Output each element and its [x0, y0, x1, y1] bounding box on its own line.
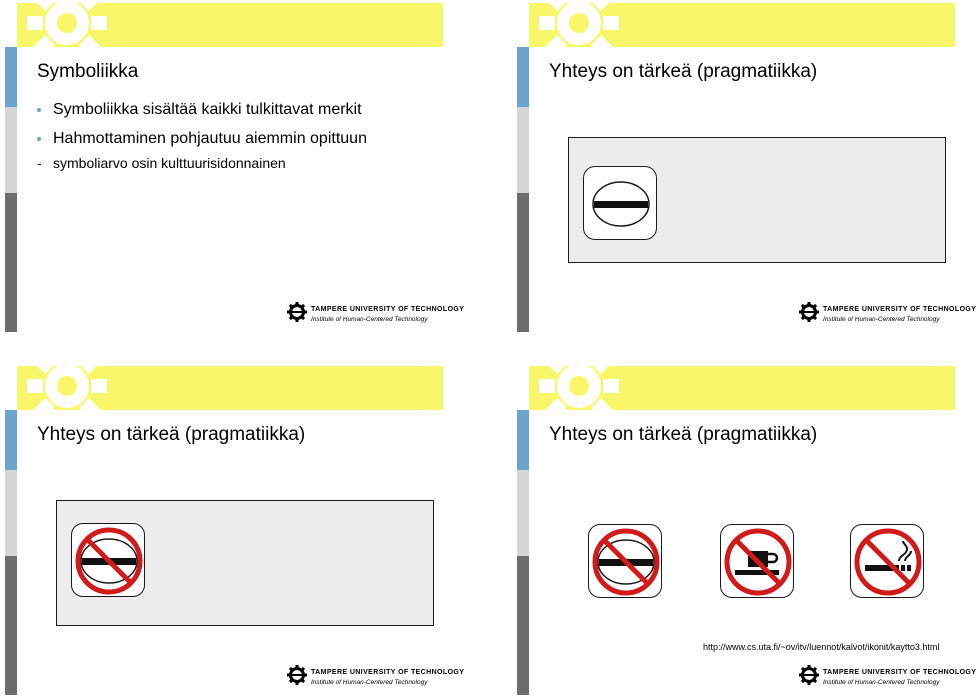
slide-title: Yhteys on tärkeä (pragmatiikka): [549, 424, 818, 445]
slide-footer: [799, 302, 976, 328]
institute-name: Institute of Human-Centered Technology: [823, 316, 940, 323]
slide-sidebar: [5, 3, 17, 332]
tut-logo-icon: [287, 302, 307, 322]
slide-symboliikka: [5, 3, 465, 332]
institute-name: Institute of Human-Centered Technology: [311, 316, 428, 323]
slide-title: Yhteys on tärkeä (pragmatiikka): [37, 424, 306, 445]
gear-icon: [27, 0, 107, 63]
slide-pragmatiikka-1: [517, 3, 976, 332]
slide-sidebar: [517, 3, 529, 332]
tut-logo-icon: [799, 665, 819, 685]
gear-icon: [27, 346, 107, 426]
university-name: TAMPERE UNIVERSITY OF TECHNOLOGY: [311, 306, 465, 313]
university-name: TAMPERE UNIVERSITY OF TECHNOLOGY: [823, 306, 976, 313]
institute-name: Institute of Human-Centered Technology: [311, 679, 428, 686]
no-smoking-sign-icon: [71, 523, 145, 597]
slide-topbar: [5, 366, 443, 410]
slide-footer: [287, 302, 465, 328]
slide-title: Symboliikka: [37, 61, 139, 82]
bullet-item: Hahmottaminen pohjautuu aiemmin opittuun: [37, 129, 427, 148]
gear-icon: [539, 346, 619, 426]
cigarette-sign-icon: [583, 166, 657, 240]
slide-pragmatiikka-2: [5, 366, 465, 695]
university-name: TAMPERE UNIVERSITY OF TECHNOLOGY: [823, 669, 976, 676]
tut-logo-icon: [287, 665, 307, 685]
slide-pragmatiikka-3: [517, 366, 976, 695]
slide-topbar: [5, 3, 443, 47]
sub-bullet-item: - symboliarvo osin kulttuurisidonnainen: [37, 155, 286, 171]
institute-name: Institute of Human-Centered Technology: [823, 679, 940, 686]
slide-sidebar: [517, 366, 529, 695]
sign-panel: [56, 500, 434, 626]
bullet-dot-icon: [37, 137, 41, 141]
university-name: TAMPERE UNIVERSITY OF TECHNOLOGY: [311, 669, 465, 676]
slide-footer: [799, 665, 976, 691]
bullet-item: Symboliikka sisältää kaikki tulkittavat merkit: [37, 100, 427, 119]
slide-topbar: [517, 3, 955, 47]
slide-footer: [287, 665, 465, 691]
slide-title: Yhteys on tärkeä (pragmatiikka): [549, 61, 818, 82]
no-coffee-sign-icon: [720, 524, 794, 598]
bullet-dot-icon: [37, 108, 41, 112]
slide-topbar: [517, 366, 955, 410]
no-smoking-sign-icon: [850, 524, 924, 598]
tut-logo-icon: [799, 302, 819, 322]
no-eating-sign-icon: [588, 524, 662, 598]
slide-sidebar: [5, 366, 17, 695]
sign-panel: [568, 137, 946, 263]
source-url: http://www.cs.uta.fi/~ov/itv/luennot/kalvot/ikonit/kaytto3.html: [703, 642, 940, 652]
gear-icon: [539, 0, 619, 63]
bullet-list: [37, 100, 427, 173]
